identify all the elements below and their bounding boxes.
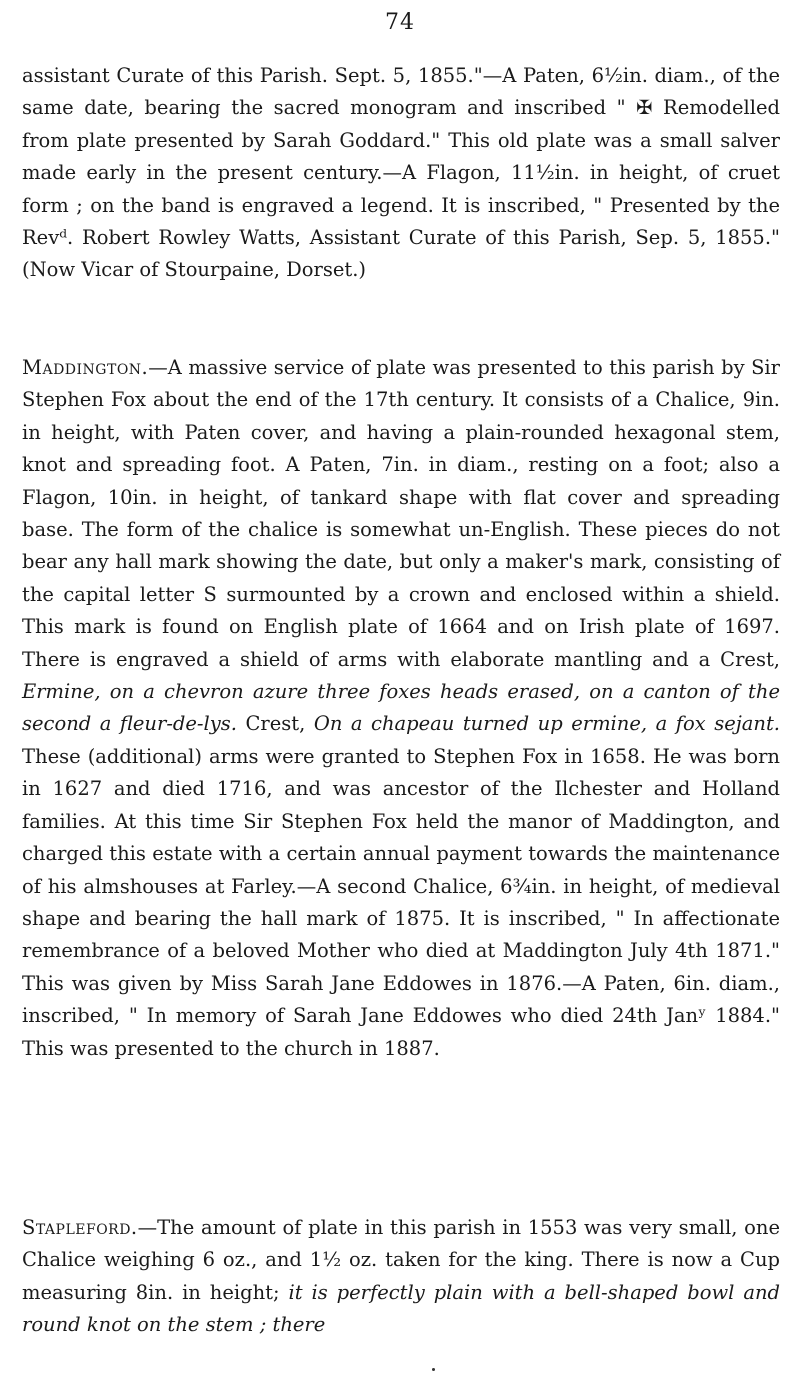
paragraph-text: Crest, <box>245 712 306 736</box>
vicar-note: (Now Vicar of Stourpaine, Dorset.) <box>22 258 367 282</box>
paragraph-maddington <box>22 352 780 1065</box>
paragraph-stapleford <box>22 1212 780 1342</box>
page-number: 74 <box>385 10 415 35</box>
paragraph-text: assistant Curate of this Parish. Sept. 5, 1855."—A Paten, 6½in. diam., of the same date, bearing the sacred monogram and inscribed " ✠ Remodelled from plate presented by Sarah Goddard." This old plate was a small salver made early in the present century.—A Flagon, 11½in. in height, of cruet form ; on the band is engraved a legend. It is inscribed, " Presented by the Revᵈ. Robert Rowley Watts, Assistant Curate of this Parish, Sep. 5, 1855." <box>22 64 780 250</box>
paragraph-text-italic: it is perfectly plain with a bell-shaped bowl and round knot on the stem ; there <box>22 1280 780 1337</box>
section-heading-maddington: Maddington. <box>22 356 149 379</box>
heraldic-crest-text: On a chapeau turned up ermine, a fox sejant. <box>313 712 781 736</box>
heraldic-arms-text: Ermine, on a chevron azure three foxes heads erased, on a canton of the second a fleur-de-lys. <box>22 680 780 736</box>
paragraph-text: —The amount of plate in this parish in 1553 was very small, one Chalice weighing 6 oz., and 1½ oz. taken for the king. There is now a Cup measuring 8in. in height; <box>22 1216 780 1304</box>
paragraph-text: —A massive service of plate was presented to this parish by Sir Stephen Fox about the end of the 17th century. It consists of a Chalice, 9in. in height, with Paten cover, and having a plain-rounded hexagonal stem, knot and spreading foot. A Paten, 7in. in diam., resting on a foot; also a Flagon, 10in. in height, of tankard shape with flat cover and spreading base. The form of the chalice is somewhat un-English. These pieces do not bear any hall mark showing the date, but only a maker's mark, consisting of the capital letter S surmounted by a crown and enclosed within a shield. This mark is found on English plate of 1664 and on Irish plate of 1697. There is engraved a shield of arms with elaborate mantling and a Crest, <box>22 356 780 671</box>
section-heading-stapleford: Stapleford. <box>22 1216 138 1239</box>
paragraph-text: These (additional) arms were granted to Stephen Fox in 1658. He was born in 1627 and died 1716, and was ancestor of the Ilchester and Holland families. At this time Sir Stephen Fox held the manor of Maddington, and charged this estate with a certain annual payment towards the maintenance of his almshouses at Farley.—A second Chalice, 6¾in. in height, of medieval shape and bearing the hall mark of 1875. It is inscribed, " In affectionate remembrance of a beloved Mother who died at Maddington July 4th 1871." This was given by Miss Sarah Jane Eddowes in 1876.—A Paten, 6in. diam., inscribed, " In memory of Sarah Jane Eddowes who died 24th Janʸ 1884." This was presented to the church in 1887. <box>22 744 780 1060</box>
paragraph-watts-flagon <box>22 60 780 287</box>
print-speck <box>432 1368 435 1371</box>
